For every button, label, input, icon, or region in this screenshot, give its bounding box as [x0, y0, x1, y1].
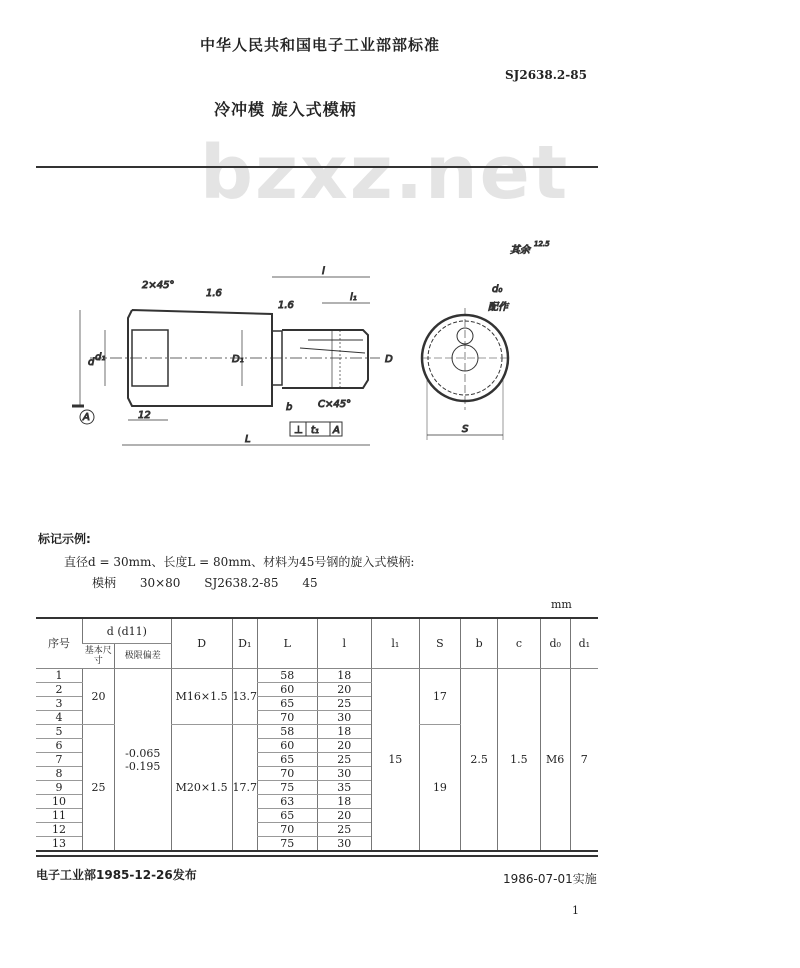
dev-upper: -0.065: [125, 746, 161, 760]
cell-l: 30: [317, 837, 372, 852]
cell-l: 35: [317, 781, 372, 795]
header-c: c: [498, 618, 541, 669]
cell-L: 65: [258, 809, 317, 823]
cell-no: 7: [36, 753, 83, 767]
cell-L: 65: [258, 697, 317, 711]
cell-L: 75: [258, 837, 317, 852]
cell-l: 25: [317, 697, 372, 711]
cell-l: 20: [317, 739, 372, 753]
page-number: 1: [572, 904, 579, 917]
publish-date: 电子工业部1985-12-26发布: [36, 868, 197, 882]
watermark: bzxz.net: [200, 130, 570, 216]
divider: [36, 166, 598, 168]
cell-D1: 17.7: [232, 725, 258, 852]
cell-S: 19: [419, 725, 461, 852]
cell-no: 9: [36, 781, 83, 795]
cell-no: 11: [36, 809, 83, 823]
label-L: L: [245, 434, 251, 445]
cell-l: 18: [317, 669, 372, 683]
cell-no: 12: [36, 823, 83, 837]
label-12: 12: [138, 410, 151, 421]
header-d: d (d11): [83, 618, 172, 644]
cell-L: 60: [258, 683, 317, 697]
label-datum-a: A: [83, 412, 90, 423]
table-row: [36, 669, 598, 683]
header-D1: D₁: [232, 618, 258, 669]
cell-L: 70: [258, 823, 317, 837]
cell-no: 13: [36, 837, 83, 852]
cell-no: 5: [36, 725, 83, 739]
label-d: d: [88, 357, 95, 368]
header-D: D: [171, 618, 232, 669]
header-d1: d₁: [570, 618, 598, 669]
cell-no: 6: [36, 739, 83, 753]
header-l: l: [317, 618, 372, 669]
cell-l: 20: [317, 683, 372, 697]
label-perpendicularity: ⊥: [294, 425, 303, 436]
cell-l: 30: [317, 711, 372, 725]
cell-d0: M6: [540, 669, 570, 852]
header-S: S: [419, 618, 461, 669]
cell-L: 58: [258, 669, 317, 683]
label-chamfer-c45: C×45°: [318, 399, 352, 410]
cell-b: 2.5: [461, 669, 498, 852]
cell-l: 18: [317, 795, 372, 809]
cell-L: 58: [258, 725, 317, 739]
effective-date: 1986-07-01实施: [503, 872, 597, 886]
label-l: l: [322, 266, 325, 277]
cell-L: 70: [258, 767, 317, 781]
cell-L: 65: [258, 753, 317, 767]
header-b: b: [461, 618, 498, 669]
cell-L: 63: [258, 795, 317, 809]
label-roughness-1: 1.6: [206, 288, 222, 299]
threaded-shank: [282, 330, 368, 388]
cell-L: 60: [258, 739, 317, 753]
label-rest-roughness: 12.5: [534, 240, 550, 248]
cell-no: 8: [36, 767, 83, 781]
header-no: 序号: [36, 618, 83, 669]
cell-S: 17: [419, 669, 461, 725]
label-d0: d₀: [492, 284, 503, 295]
cell-no: 3: [36, 697, 83, 711]
cell-l: 20: [317, 809, 372, 823]
page-title: 冷冲模 旋入式模柄: [214, 100, 357, 119]
cell-D: M20×1.5: [171, 725, 232, 852]
cell-c: 1.5: [498, 669, 541, 852]
cell-no: 4: [36, 711, 83, 725]
cell-l: 25: [317, 823, 372, 837]
dimension-table: [36, 617, 598, 852]
unit-label: mm: [551, 598, 572, 611]
label-D1: D₁: [232, 354, 244, 365]
label-rest: 其余: [510, 245, 530, 256]
example-description: 直径d = 30mm、长度L = 80mm、材料为45号钢的旋入式模柄:: [64, 555, 415, 569]
label-b: b: [286, 402, 293, 413]
cell-L: 70: [258, 711, 317, 725]
label-S: S: [462, 424, 469, 435]
cell-no: 10: [36, 795, 83, 809]
cell-D1: 13.7: [232, 669, 258, 725]
cell-l: 18: [317, 725, 372, 739]
cell-d-deviation: [114, 669, 171, 852]
cell-l1: 15: [372, 669, 420, 852]
divider: [36, 855, 598, 857]
cell-L: 75: [258, 781, 317, 795]
standard-number: SJ2638.2-85: [505, 68, 587, 82]
cell-l: 25: [317, 753, 372, 767]
label-t1: t₁: [311, 425, 319, 436]
header-L: L: [258, 618, 317, 669]
header-d-basic: 基本尺寸: [83, 644, 115, 669]
label-d1: d₁: [95, 352, 106, 363]
cell-d1: 7: [570, 669, 598, 852]
cell-d-basic: 25: [83, 725, 115, 852]
cell-no: 2: [36, 683, 83, 697]
label-d0-note: 配作: [488, 302, 508, 313]
header-d-deviation: 极限偏差: [114, 644, 171, 669]
example-heading: 标记示例:: [38, 532, 91, 546]
dev-lower: -0.195: [125, 759, 161, 773]
cell-l: 30: [317, 767, 372, 781]
label-D: D: [385, 354, 393, 365]
organization-title: 中华人民共和国电子工业部部标准: [199, 36, 440, 54]
technical-drawing: [60, 230, 600, 455]
label-datum-ref: A: [333, 425, 340, 436]
cell-D: M16×1.5: [171, 669, 232, 725]
label-roughness-2: 1.6: [278, 300, 294, 311]
header-l1: l₁: [372, 618, 420, 669]
label-chamfer-2x45: 2×45°: [142, 280, 175, 291]
example-designation: 模柄 30×80 SJ2638.2-85 45: [92, 576, 318, 590]
label-l1: l₁: [350, 292, 357, 303]
header-d0: d₀: [540, 618, 570, 669]
cell-d-basic: 20: [83, 669, 115, 725]
cell-no: 1: [36, 669, 83, 683]
